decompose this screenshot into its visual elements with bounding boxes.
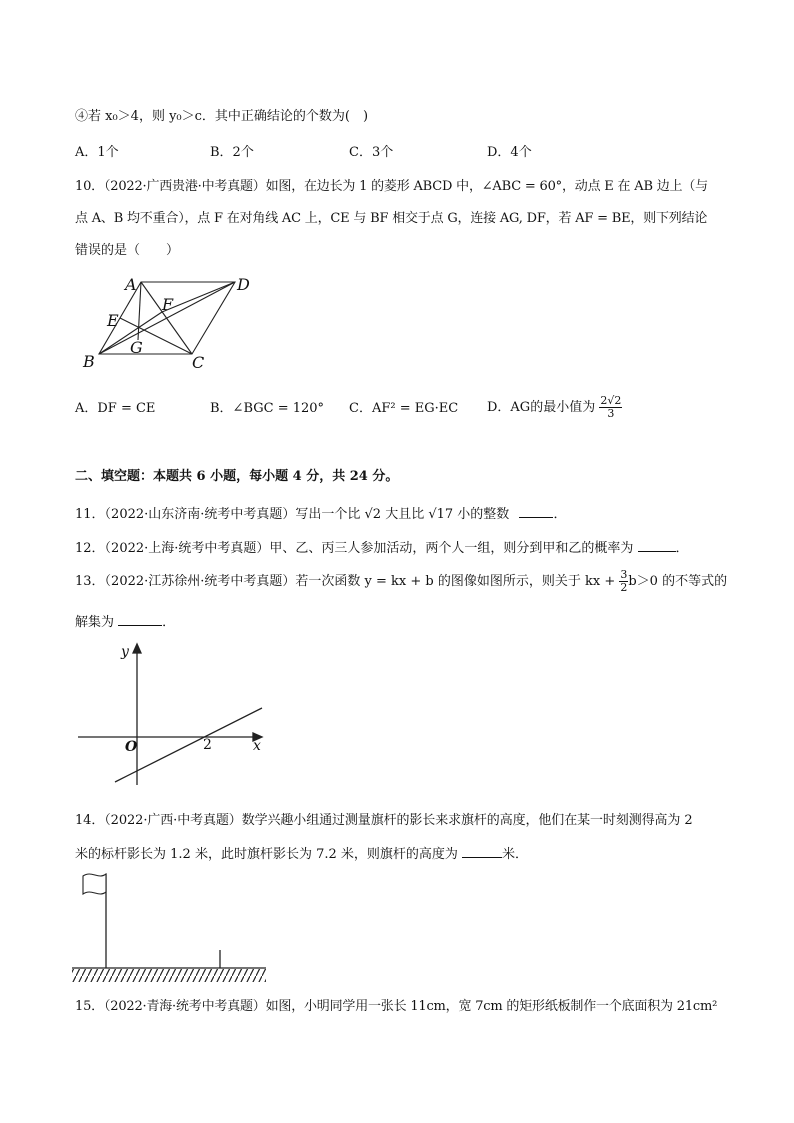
q13-fraction <box>619 569 628 594</box>
q14-line2-suffix: 米． <box>502 847 529 862</box>
q9-option-d: D．4个 <box>487 145 532 160</box>
q10-option-c: C．AF² = EG·EC <box>349 401 459 416</box>
q12-answer-blank[interactable] <box>638 537 676 552</box>
q14-answer-blank[interactable] <box>462 843 502 858</box>
fraction-denominator: 2 <box>620 581 628 594</box>
q11-answer-blank[interactable] <box>519 503 553 518</box>
q11-text: 11．（2022·山东济南·统考中考真题）写出一个比 √2 大且比 √17 小的整数 <box>75 507 510 522</box>
q10-stem-line2: 点 A、B 均不重合），点 F 在对角线 AC 上，CE 与 BF 相交于点 G，连接 AG, DF，若 AF = BE，则下列结论 <box>75 211 708 226</box>
q14-stem-line2 <box>75 843 528 864</box>
label-b: B <box>83 352 95 371</box>
q13-text-post: b＞0 的不等式的 <box>628 574 728 589</box>
q12-text: 12．（2022·上海·统考中考真题）甲、乙、丙三人参加活动，两个人一组，则分到甲和乙的概率为 <box>75 541 634 556</box>
q13-stem-line2: 解集为 ． <box>75 611 175 632</box>
q10-option-d-fraction <box>599 395 622 420</box>
label-c: C <box>192 353 205 372</box>
q13-stem-line1 <box>75 567 727 597</box>
q13-answer-blank[interactable] <box>118 611 162 626</box>
label-g: G <box>130 338 143 357</box>
x-axis-label: x <box>253 738 261 754</box>
fraction-numerator: 3 <box>620 568 628 581</box>
rhombus-figure <box>75 270 265 375</box>
x-intercept-label: 2 <box>203 737 212 753</box>
label-d: D <box>237 275 250 294</box>
q9-option-a: A．1个 <box>75 145 119 160</box>
q10-option-b: B．∠BGC = 120° <box>210 401 325 416</box>
q10-option-a: A．DF = CE <box>75 401 156 416</box>
q13-line2-text: 解集为 <box>75 615 115 630</box>
y-axis-arrow-icon <box>133 644 141 653</box>
origin-label: O <box>125 739 138 755</box>
linear-function-graph <box>70 640 270 790</box>
label-f: F <box>162 295 174 314</box>
label-a: A <box>125 275 137 294</box>
ground-hatching <box>72 969 266 982</box>
q14-stem-line1: 14．（2022·广西·中考真题）数学兴趣小组通过测量旗杆的影长来求旗杆的高度，他们在某一时刻测得高为 2 <box>75 813 693 828</box>
section-heading-fill-in: 二、填空题：本题共 6 小题，每小题 4 分，共 24 分。 <box>75 469 399 484</box>
flag-icon <box>83 874 106 894</box>
q11: 11．（2022·山东济南·统考中考真题）写出一个比 √2 大且比 √17 小的整数 ． <box>75 503 566 524</box>
q14-line2-text: 米的标杆影长为 1.2 米，此时旗杆影长为 7.2 米，则旗杆的高度为 <box>75 847 458 862</box>
q10-stem-line1: 10．（2022·广西贵港·中考真题）如图，在边长为 1 的菱形 ABCD 中，∠ABC = 60°，动点 E 在 AB 边上（与 <box>75 179 708 194</box>
segment-ag <box>138 282 141 340</box>
flagpole-figure <box>70 868 270 986</box>
q10-option-d <box>487 393 622 423</box>
fraction-numerator: 2√2 <box>600 394 622 407</box>
q9-option-b: B．2个 <box>210 145 254 160</box>
label-e: E <box>107 311 119 330</box>
q13-text-pre: 13．（2022·江苏徐州·统考中考真题）若一次函数 y = kx + b 的图像如图所示，则关于 kx + <box>75 574 616 589</box>
q15-stem-line1: 15．（2022·青海·统考中考真题）如图，小明同学用一张长 11cm，宽 7cm 的矩形纸板制作一个底面积为 21cm² <box>75 999 718 1014</box>
q10-option-d-text: D．AG的最小值为 <box>487 400 596 415</box>
q12: 12．（2022·上海·统考中考真题）甲、乙、丙三人参加活动，两个人一组，则分到甲和乙的概率为 ． <box>75 537 689 558</box>
y-axis-label: y <box>121 644 129 660</box>
q9-option-c: C．3个 <box>349 145 394 160</box>
q9-condition-4: ④若 x₀＞4，则 y₀＞c．其中正确结论的个数为( ) <box>75 109 369 124</box>
q10-stem-line3: 错误的是（ ） <box>75 243 180 258</box>
fraction-denominator: 3 <box>607 407 615 420</box>
